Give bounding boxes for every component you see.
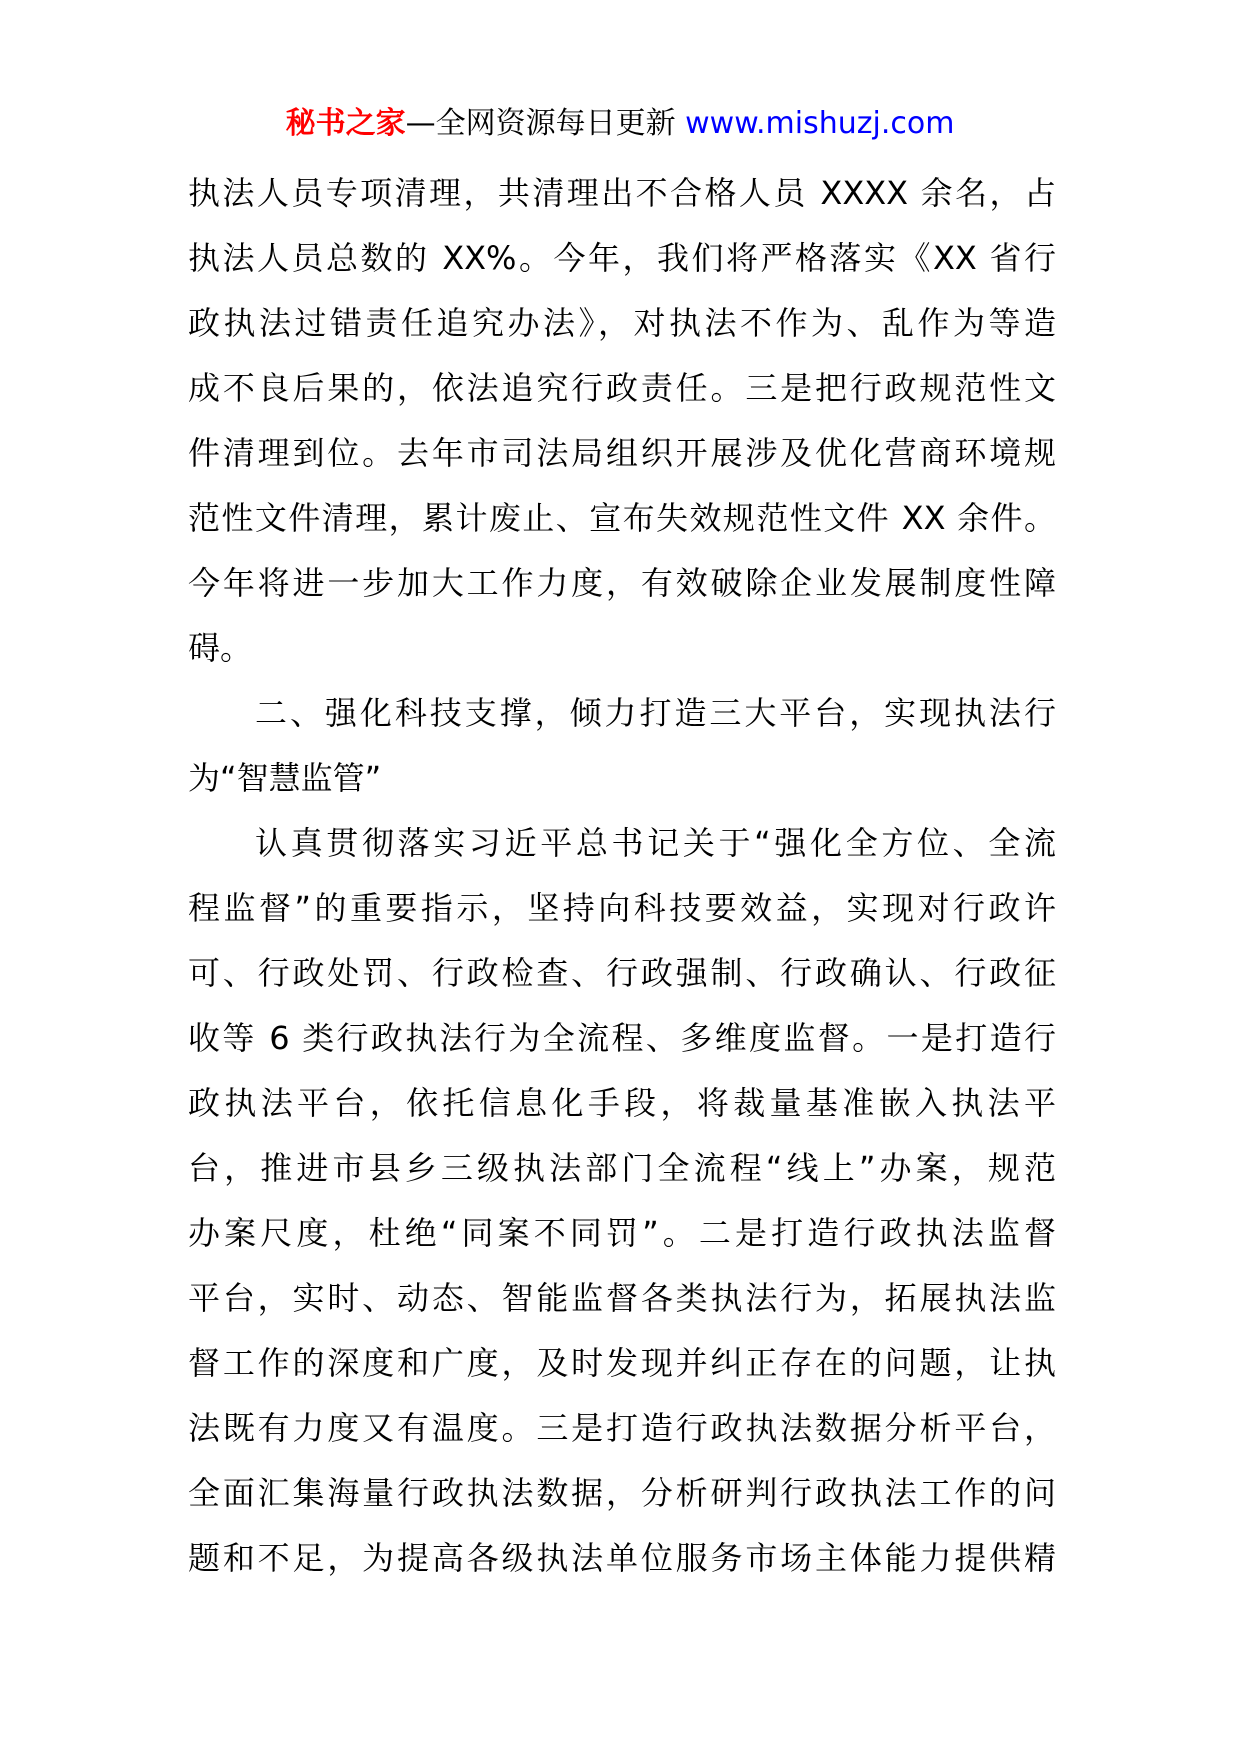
- text-line: 碍。: [188, 629, 253, 667]
- text-line: 执法人员专项清理，共清理出不合格人员 XXXX 余名，占: [188, 174, 1056, 212]
- site-tagline: —全网资源每日更新: [405, 106, 686, 141]
- text-line: 范性文件清理，累计废止、宣布失效规范性文件 XX 余件。: [188, 499, 1056, 537]
- text-line: 政执法平台，依托信息化手段，将裁量基准嵌入执法平: [188, 1084, 1056, 1122]
- text-line: 可、行政处罚、行政检查、行政强制、行政确认、行政征: [188, 954, 1056, 992]
- site-brand: 秘书之家: [285, 106, 406, 141]
- text-line: 法既有力度又有温度。三是打造行政执法数据分析平台，: [188, 1409, 1056, 1447]
- site-url-link[interactable]: www.mishuzj.com: [685, 106, 955, 141]
- text-line: 台，推进市县乡三级执法部门全流程“线上”办案，规范: [188, 1149, 1056, 1187]
- text-line: 全面汇集海量行政执法数据，分析研判行政执法工作的问: [188, 1474, 1056, 1512]
- text-line: 成不良后果的，依法追究行政责任。三是把行政规范性文: [188, 369, 1056, 407]
- text-line: 收等 6 类行政执法行为全流程、多维度监督。一是打造行: [188, 1019, 1056, 1057]
- text-line: 程监督”的重要指示，坚持向科技要效益，实现对行政许: [188, 889, 1056, 927]
- site-header: [0, 104, 1240, 144]
- text-line: 认真贯彻落实习近平总书记关于“强化全方位、全流: [255, 824, 1056, 862]
- text-line: 政执法过错责任追究办法》，对执法不作为、乱作为等造: [188, 304, 1056, 342]
- text-line: 督工作的深度和广度，及时发现并纠正存在的问题，让执: [188, 1344, 1056, 1382]
- section-heading-line: 二、强化科技支撑，倾力打造三大平台，实现执法行: [255, 694, 1056, 732]
- text-line: 执法人员总数的 XX%。今年，我们将严格落实《XX 省行: [188, 239, 1056, 277]
- document-body: [188, 161, 1056, 1591]
- text-line: 办案尺度，杜绝“同案不同罚”。二是打造行政执法监督: [188, 1214, 1056, 1252]
- text-line: 件清理到位。去年市司法局组织开展涉及优化营商环境规: [188, 434, 1056, 472]
- section-heading-line: 为“智慧监管”: [188, 759, 382, 797]
- text-line: 平台，实时、动态、智能监督各类执法行为，拓展执法监: [188, 1279, 1056, 1317]
- text-line: 题和不足，为提高各级执法单位服务市场主体能力提供精: [188, 1539, 1056, 1577]
- text-line: 今年将进一步加大工作力度，有效破除企业发展制度性障: [188, 564, 1056, 602]
